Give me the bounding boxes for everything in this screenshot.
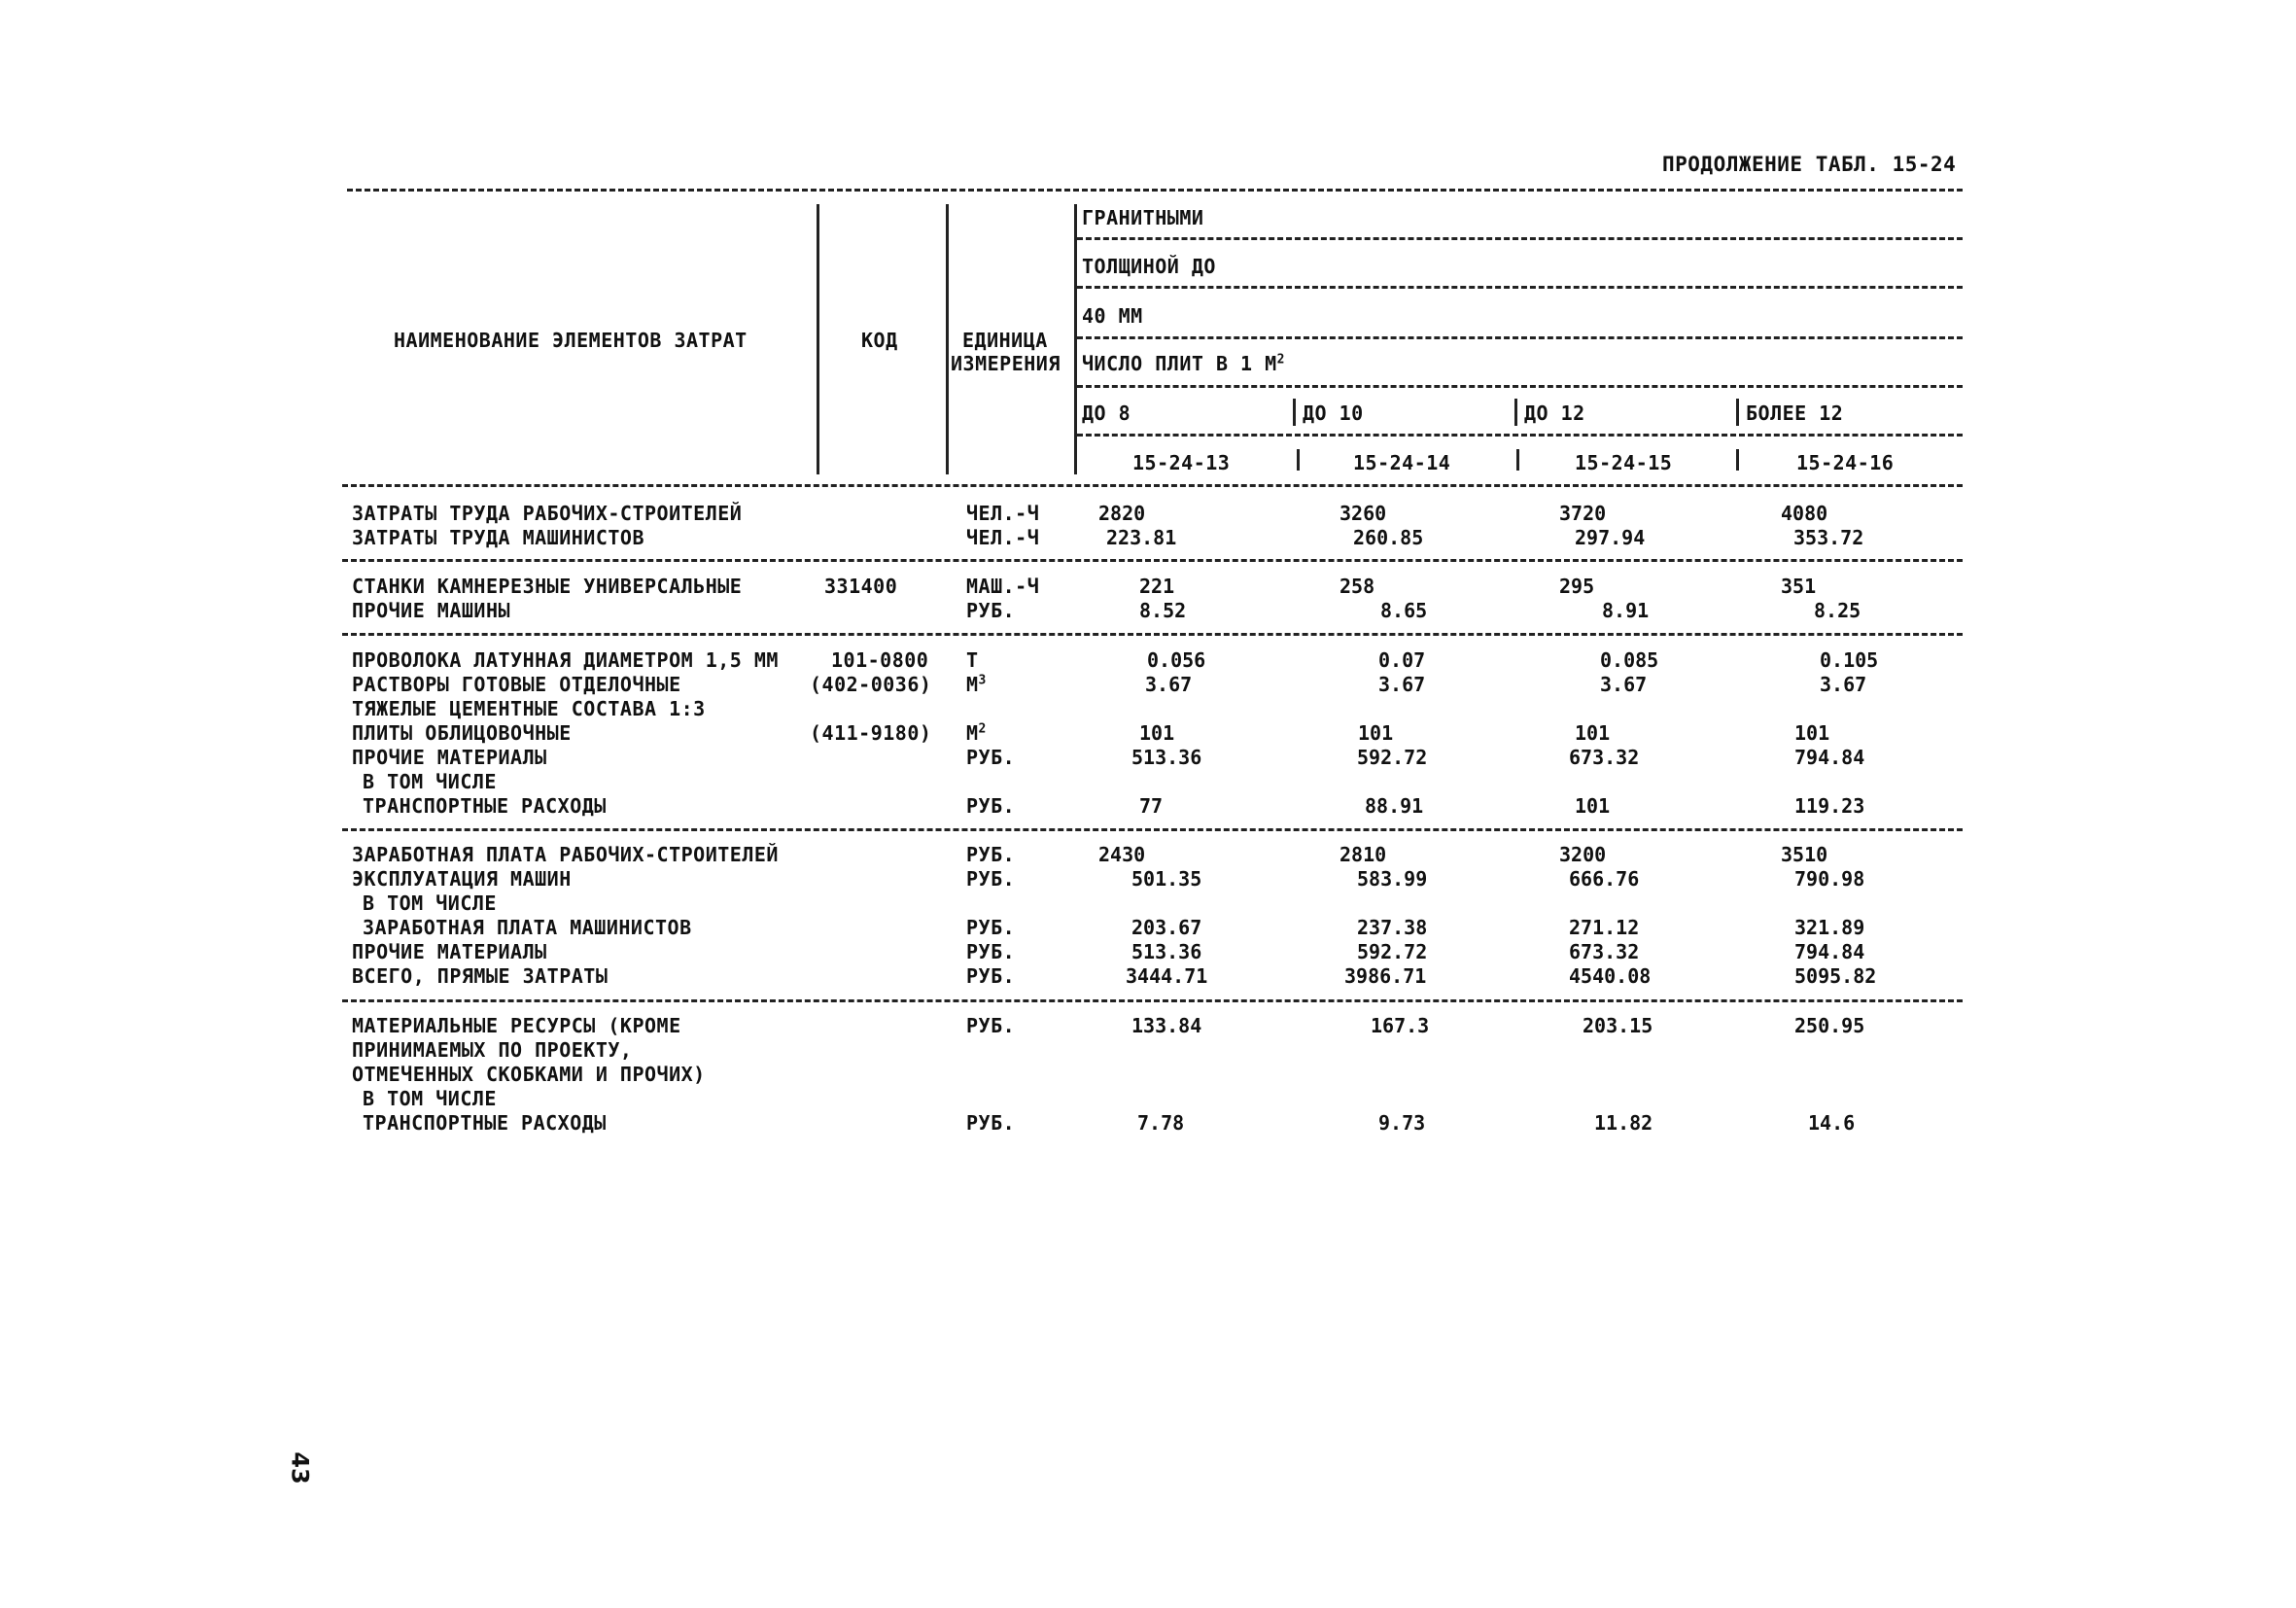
row-value-1: 2430 (1098, 843, 1146, 866)
row-name: ЗАРАБОТНАЯ ПЛАТА РАБОЧИХ-СТРОИТЕЛЕЙ (352, 843, 779, 866)
row-name: ПЛИТЫ ОБЛИЦОВОЧНЫЕ (352, 721, 572, 745)
row-value-4: 8.25 (1814, 599, 1861, 622)
row-value-1: 3444.71 (1126, 964, 1208, 988)
row-name: ПРОЧИЕ МАШИНЫ (352, 599, 511, 622)
row-name: СТАНКИ КАМНЕРЕЗНЫЕ УНИВЕРСАЛЬНЫЕ (352, 575, 743, 598)
row-value-3: 271.12 (1569, 916, 1640, 939)
row-unit: $М^2$ (966, 721, 987, 745)
row-name: В ТОМ ЧИСЛЕ (363, 891, 497, 915)
row-value-1: 223.81 (1106, 526, 1177, 549)
row-name: МАТЕРИАЛЬНЫЕ РЕСУРСЫ (КРОМЕ (352, 1014, 681, 1037)
row-name: ЗАРАБОТНАЯ ПЛАТА МАШИНИСТОВ (363, 916, 692, 939)
row-value-4: 119.23 (1794, 794, 1865, 818)
row-name: В ТОМ ЧИСЛЕ (363, 1087, 497, 1110)
header-code-4: 15-24-16 (1796, 451, 1895, 474)
separator-range-3 (1736, 399, 1739, 426)
row-value-1: 0.056 (1147, 648, 1206, 672)
header-range-3: ДО 12 (1524, 402, 1585, 425)
header-rule-4 (1077, 385, 1963, 388)
row-value-3: 3200 (1559, 843, 1607, 866)
row-value-2: 0.07 (1378, 648, 1426, 672)
row-value-4: 3510 (1781, 843, 1828, 866)
row-value-2: 592.72 (1357, 940, 1428, 963)
top-rule (347, 189, 1963, 192)
separator-name-code (817, 204, 819, 474)
row-name: ПРИНИМАЕМЫХ ПО ПРОЕКТУ, (352, 1038, 633, 1062)
row-name: ТРАНСПОРТНЫЕ РАСХОДЫ (363, 794, 607, 818)
row-value-3: 3720 (1559, 502, 1607, 525)
row-value-1: 7.78 (1137, 1111, 1185, 1135)
row-value-4: 3.67 (1820, 673, 1867, 696)
row-value-4: 321.89 (1794, 916, 1865, 939)
header-bottom-rule (342, 484, 1963, 487)
header-group-mm: 40 ММ (1082, 304, 1143, 328)
header-rule-2 (1077, 286, 1963, 289)
header-code-2: 15-24-14 (1353, 451, 1451, 474)
header-group-plates-per-m2: ЧИСЛО ПЛИТ В 1 $М^2$ (1082, 352, 1285, 375)
header-rule-1 (1077, 237, 1963, 240)
row-name: ПРОЧИЕ МАТЕРИАЛЫ (352, 940, 547, 963)
row-value-3: 101 (1575, 794, 1611, 818)
section-rule-2 (342, 633, 1963, 636)
row-name: ОТМЕЧЕННЫХ СКОБКАМИ И ПРОЧИХ) (352, 1063, 706, 1086)
row-code: (411-9180) (810, 721, 932, 745)
row-value-1: 2820 (1098, 502, 1146, 525)
row-unit: ЧЕЛ.-Ч (966, 526, 1040, 549)
row-unit: $М^3$ (966, 673, 987, 696)
row-value-2: 9.73 (1378, 1111, 1426, 1135)
row-value-4: 101 (1794, 721, 1830, 745)
row-name: ПРОВОЛОКА ЛАТУННАЯ ДИАМЕТРОМ 1,5 ММ (352, 648, 779, 672)
row-value-4: 0.105 (1820, 648, 1879, 672)
separator-code-3 (1736, 449, 1739, 471)
row-name: ВСЕГО, ПРЯМЫЕ ЗАТРАТЫ (352, 964, 609, 988)
header-group-granite: ГРАНИТНЫМИ (1082, 206, 1204, 229)
row-value-3: 673.32 (1569, 940, 1640, 963)
section-rule-3 (342, 828, 1963, 831)
row-value-1: 8.52 (1139, 599, 1187, 622)
row-name: ЭКСПЛУАТАЦИЯ МАШИН (352, 867, 572, 891)
header-code-3: 15-24-15 (1575, 451, 1673, 474)
header-name-column: НАИМЕНОВАНИЕ ЭЛЕМЕНТОВ ЗАТРАТ (394, 329, 748, 352)
row-value-2: 8.65 (1380, 599, 1428, 622)
row-value-3: 3.67 (1600, 673, 1648, 696)
row-value-2: 592.72 (1357, 746, 1428, 769)
row-code: (402-0036) (810, 673, 932, 696)
header-rule-5 (1077, 434, 1963, 437)
row-value-2: 237.38 (1357, 916, 1428, 939)
row-unit: РУБ. (966, 964, 1016, 988)
row-value-2: 583.99 (1357, 867, 1428, 891)
header-code-column: КОД (861, 329, 898, 352)
header-code-1: 15-24-13 (1132, 451, 1231, 474)
row-unit: Т (966, 648, 979, 672)
row-name: В ТОМ ЧИСЛЕ (363, 770, 497, 793)
row-value-3: 8.91 (1602, 599, 1650, 622)
section-rule-1 (342, 559, 1963, 562)
row-name: ТЯЖЕЛЫЕ ЦЕМЕНТНЫЕ СОСТАВА 1:3 (352, 697, 706, 720)
row-value-1: 3.67 (1145, 673, 1193, 696)
row-value-4: 353.72 (1793, 526, 1864, 549)
row-unit: МАШ.-Ч (966, 575, 1040, 598)
row-unit: РУБ. (966, 599, 1016, 622)
row-unit: РУБ. (966, 1014, 1016, 1037)
row-unit: ЧЕЛ.-Ч (966, 502, 1040, 525)
header-range-2: ДО 10 (1303, 402, 1364, 425)
header-unit-column-line1: ЕДИНИЦА (962, 329, 1048, 352)
row-value-4: 351 (1781, 575, 1817, 598)
header-group-thickness: ТОЛЩИНОЙ ДО (1082, 255, 1216, 278)
row-value-3: 4540.08 (1569, 964, 1652, 988)
header-range-1: ДО 8 (1082, 402, 1131, 425)
row-value-4: 4080 (1781, 502, 1828, 525)
row-value-1: 77 (1139, 794, 1164, 818)
row-name: ЗАТРАТЫ ТРУДА МАШИНИСТОВ (352, 526, 644, 549)
header-unit-column-line2: ИЗМЕРЕНИЯ (951, 352, 1061, 375)
row-value-3: 11.82 (1594, 1111, 1653, 1135)
table-caption: ПРОДОЛЖЕНИЕ ТАБЛ. 15-24 (1662, 153, 1957, 176)
row-value-3: 0.085 (1600, 648, 1659, 672)
page-number: 43 (286, 1451, 314, 1485)
row-value-1: 203.67 (1131, 916, 1202, 939)
row-value-3: 101 (1575, 721, 1611, 745)
separator-range-2 (1514, 399, 1517, 426)
header-rule-3 (1077, 336, 1963, 339)
row-value-1: 513.36 (1131, 746, 1202, 769)
row-value-4: 794.84 (1794, 746, 1865, 769)
row-unit: РУБ. (966, 916, 1016, 939)
row-value-4: 250.95 (1794, 1014, 1865, 1037)
row-value-3: 673.32 (1569, 746, 1640, 769)
row-value-2: 260.85 (1353, 526, 1424, 549)
row-unit: РУБ. (966, 746, 1016, 769)
row-value-2: 88.91 (1365, 794, 1424, 818)
row-value-3: 295 (1559, 575, 1595, 598)
row-value-2: 2810 (1339, 843, 1387, 866)
header-range-4: БОЛЕЕ 12 (1746, 402, 1844, 425)
row-value-3: 297.94 (1575, 526, 1646, 549)
row-value-1: 221 (1139, 575, 1175, 598)
row-name: ПРОЧИЕ МАТЕРИАЛЫ (352, 746, 547, 769)
row-name: РАСТВОРЫ ГОТОВЫЕ ОТДЕЛОЧНЫЕ (352, 673, 681, 696)
row-value-2: 101 (1358, 721, 1394, 745)
row-unit: РУБ. (966, 843, 1016, 866)
row-value-3: 666.76 (1569, 867, 1640, 891)
separator-range-1 (1293, 399, 1296, 426)
separator-code-1 (1297, 449, 1300, 471)
row-value-1: 133.84 (1131, 1014, 1202, 1037)
row-value-4: 794.84 (1794, 940, 1865, 963)
row-code: 331400 (824, 575, 898, 598)
row-value-1: 501.35 (1131, 867, 1202, 891)
row-unit: РУБ. (966, 867, 1016, 891)
row-unit: РУБ. (966, 940, 1016, 963)
row-name: ТРАНСПОРТНЫЕ РАСХОДЫ (363, 1111, 607, 1135)
row-value-2: 167.3 (1371, 1014, 1430, 1037)
row-value-4: 14.6 (1808, 1111, 1856, 1135)
row-value-1: 513.36 (1131, 940, 1202, 963)
section-rule-4 (342, 999, 1963, 1002)
row-value-1: 101 (1139, 721, 1175, 745)
row-value-4: 790.98 (1794, 867, 1865, 891)
row-unit: РУБ. (966, 1111, 1016, 1135)
separator-code-unit (946, 204, 949, 474)
row-value-2: 3.67 (1378, 673, 1426, 696)
row-value-3: 203.15 (1583, 1014, 1653, 1037)
row-unit: РУБ. (966, 794, 1016, 818)
row-value-2: 258 (1339, 575, 1375, 598)
row-value-2: 3260 (1339, 502, 1387, 525)
row-value-4: 5095.82 (1794, 964, 1877, 988)
row-value-2: 3986.71 (1344, 964, 1427, 988)
separator-code-2 (1516, 449, 1519, 471)
row-code: 101-0800 (831, 648, 929, 672)
row-name: ЗАТРАТЫ ТРУДА РАБОЧИХ-СТРОИТЕЛЕЙ (352, 502, 743, 525)
